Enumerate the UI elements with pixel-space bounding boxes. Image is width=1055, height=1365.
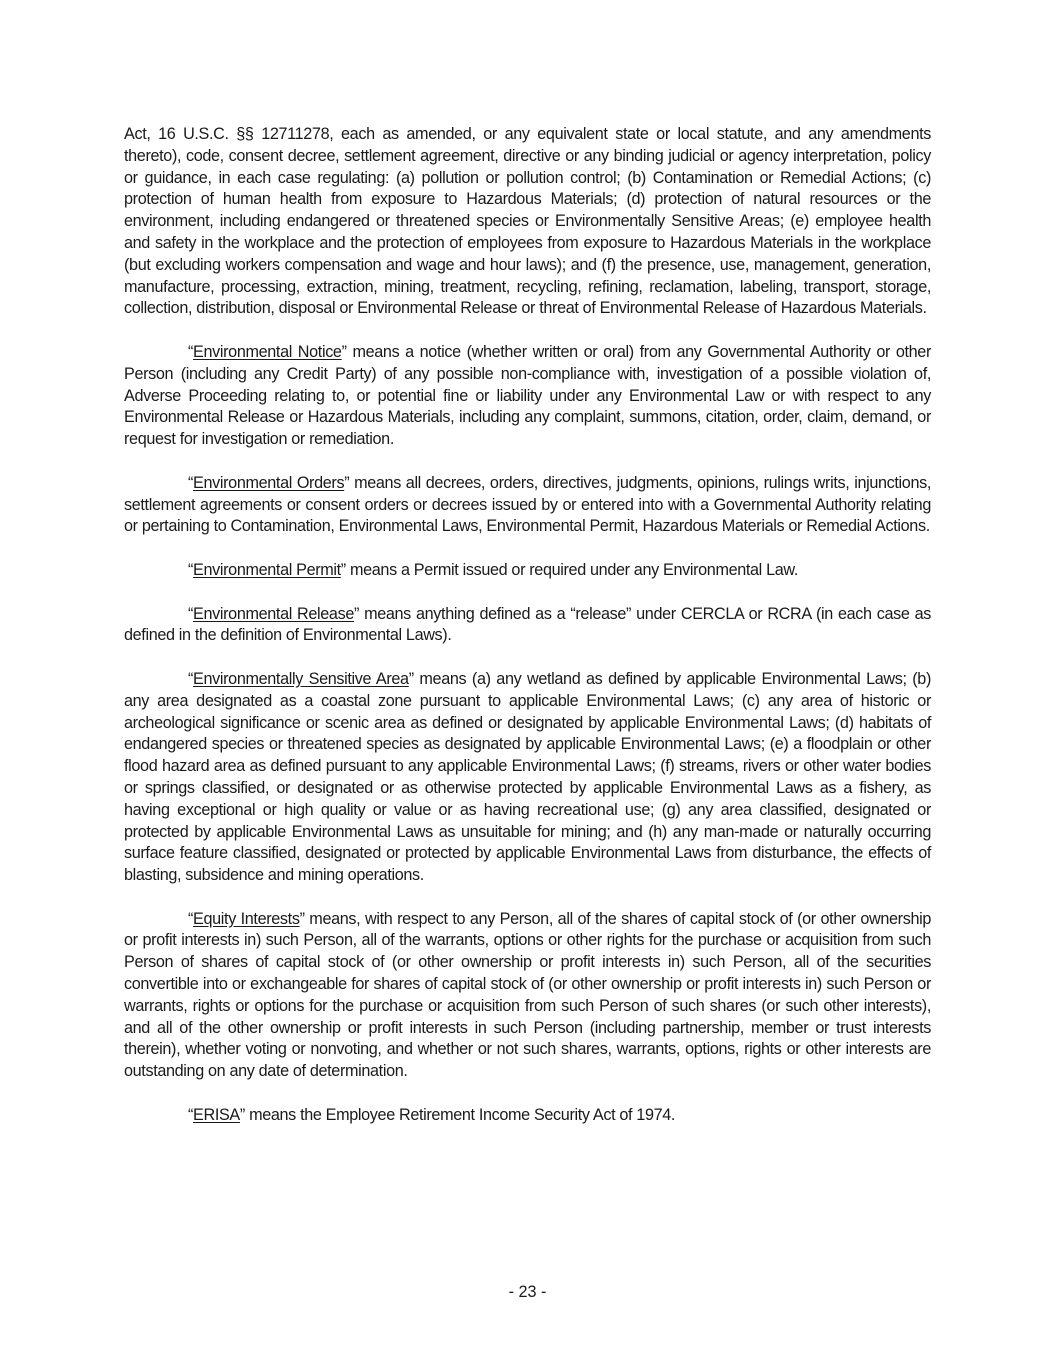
definition-text: means a Permit issued or required under any Environmental Law. bbox=[345, 560, 798, 579]
close-quote: ” bbox=[299, 909, 305, 928]
page-number: - 23 - bbox=[508, 1283, 547, 1301]
open-quote: “ bbox=[188, 1105, 194, 1124]
definition-environmental-orders bbox=[124, 473, 931, 538]
definition-erisa bbox=[124, 1105, 931, 1127]
close-quote: ” bbox=[408, 669, 414, 688]
defined-term: Environmental Permit bbox=[193, 560, 341, 579]
definition-environmental-release bbox=[124, 604, 931, 648]
definition-environmentally-sensitive-area bbox=[124, 669, 931, 887]
defined-term: Environmentally Sensitive Area bbox=[193, 669, 409, 688]
defined-term: Environmental Release bbox=[193, 604, 354, 623]
paragraph-continuation: Act, 16 U.S.C. §§ 12711278, each as amended, or any equivalent state or local statute, and any amendments thereto), code, consent decree, settlement agreement, directive or any binding judicial or agency interpretation, policy or guidance, in each case regulating: (a) pollution or pollution control; (b) Contamination or Remedial Actions; (c) protection of human health from exposure to Hazardous Materials; (d) protection of natural resources or the environment, including endangered or threatened species or Environmentally Sensitive Areas; (e) employee health and safety in the workplace and the protection of employees from exposure to Hazardous Materials in the workplace (but excluding workers compensation and wage and hour laws); and (f) the presence, use, management, generation, manufacture, processing, extraction, mining, treatment, recycling, refining, reclamation, labeling, transport, storage, collection, distribution, disposal or Environmental Release or threat of Environmental Release of Hazardous Materials. bbox=[124, 125, 931, 318]
close-quote: ” bbox=[340, 560, 346, 579]
definition-environmental-permit bbox=[124, 560, 931, 582]
defined-term: Environmental Orders bbox=[193, 473, 345, 492]
definition-equity-interests bbox=[124, 909, 931, 1083]
close-quote: ” bbox=[341, 342, 347, 361]
definition-text: means the Employee Retirement Income Security Act of 1974. bbox=[244, 1105, 676, 1124]
close-quote: ” bbox=[353, 604, 360, 623]
defined-term: Environmental Notice bbox=[193, 342, 342, 361]
defined-term: ERISA bbox=[193, 1105, 240, 1124]
close-quote: ” bbox=[344, 473, 350, 492]
open-quote: “ bbox=[188, 604, 194, 623]
definition-text: means, with respect to any Person, all of the shares of capital stock of (or other ownership or profit interests in) such Person, all of the warrants, options or other rights for the purchase or acquisition from such Person of shares of capital stock of (or other ownership or profit interests in) such Person, all of the securities convertible into or exchangeable for shares of capital stock of (or other ownership or profit interests in) such Person or warrants, rights or options for the purchase or acquisition from such Person of such shares (or such other interests), and all of the other ownership or profit interests in such Person (including partnership, member or trust interests therein), whether voting or nonvoting, and whether or not such shares, warrants, options, rights or other interests are outstanding on any date of determination. bbox=[124, 909, 931, 1081]
definition-text: means a notice (whether written or oral) from any Governmental Authority or other Person (including any Credit Party) of any possible non-compliance with, investigation of a possible violation of, Adverse Proceeding relating to, or potential fine or liability under any Environmental Law or with respect to any Environmental Release or Hazardous Materials, including any complaint, summons, citation, order, claim, demand, or request for investigation or remediation. bbox=[124, 342, 931, 449]
open-quote: “ bbox=[188, 473, 194, 492]
open-quote: “ bbox=[188, 909, 194, 928]
document-page bbox=[124, 124, 931, 1148]
close-quote: ” bbox=[239, 1105, 245, 1124]
definition-environmental-notice bbox=[124, 342, 931, 451]
defined-term: Equity Interests bbox=[193, 909, 300, 928]
definition-text: means all decrees, orders, directives, judgments, opinions, rulings writs, injunctions, settlement agreements or consent orders or decrees issued by or entered into with a Governmental Authority relating or pertaining to Contamination, Environmental Laws, Environmental Permit, Hazardous Materials or Remedial Actions. bbox=[124, 473, 931, 536]
definition-text: means anything defined as a “release” under CERCLA or RCRA (in each case as defined in the definition of Environmental Laws). bbox=[124, 604, 932, 645]
open-quote: “ bbox=[188, 342, 194, 361]
open-quote: “ bbox=[188, 669, 194, 688]
open-quote: “ bbox=[188, 560, 194, 579]
definition-text: means (a) any wetland as defined by applicable Environmental Laws; (b) any area designated as a coastal zone pursuant to applicable Environmental Laws; (c) any area of historic or archeological significance or scenic area as defined or designated by applicable Environmental Laws; (d) habitats of endangered species or threatened species as designated by applicable Environmental Laws; (e) a floodplain or other flood hazard area as defined pursuant to any applicable Environmental Laws; (f) streams, rivers or other water bodies or springs classified, or designated or as otherwise protected by applicable Environmental Laws as a fishery, as having exceptional or high quality or value or as having recreational use; (g) any area classified, designated or protected by applicable Environmental Laws as unsuitable for mining; and (h) any man-made or naturally occurring surface feature classified, designated or protected by applicable Environmental Laws from disturbance, the effects of blasting, subsidence and mining operations. bbox=[124, 669, 931, 885]
